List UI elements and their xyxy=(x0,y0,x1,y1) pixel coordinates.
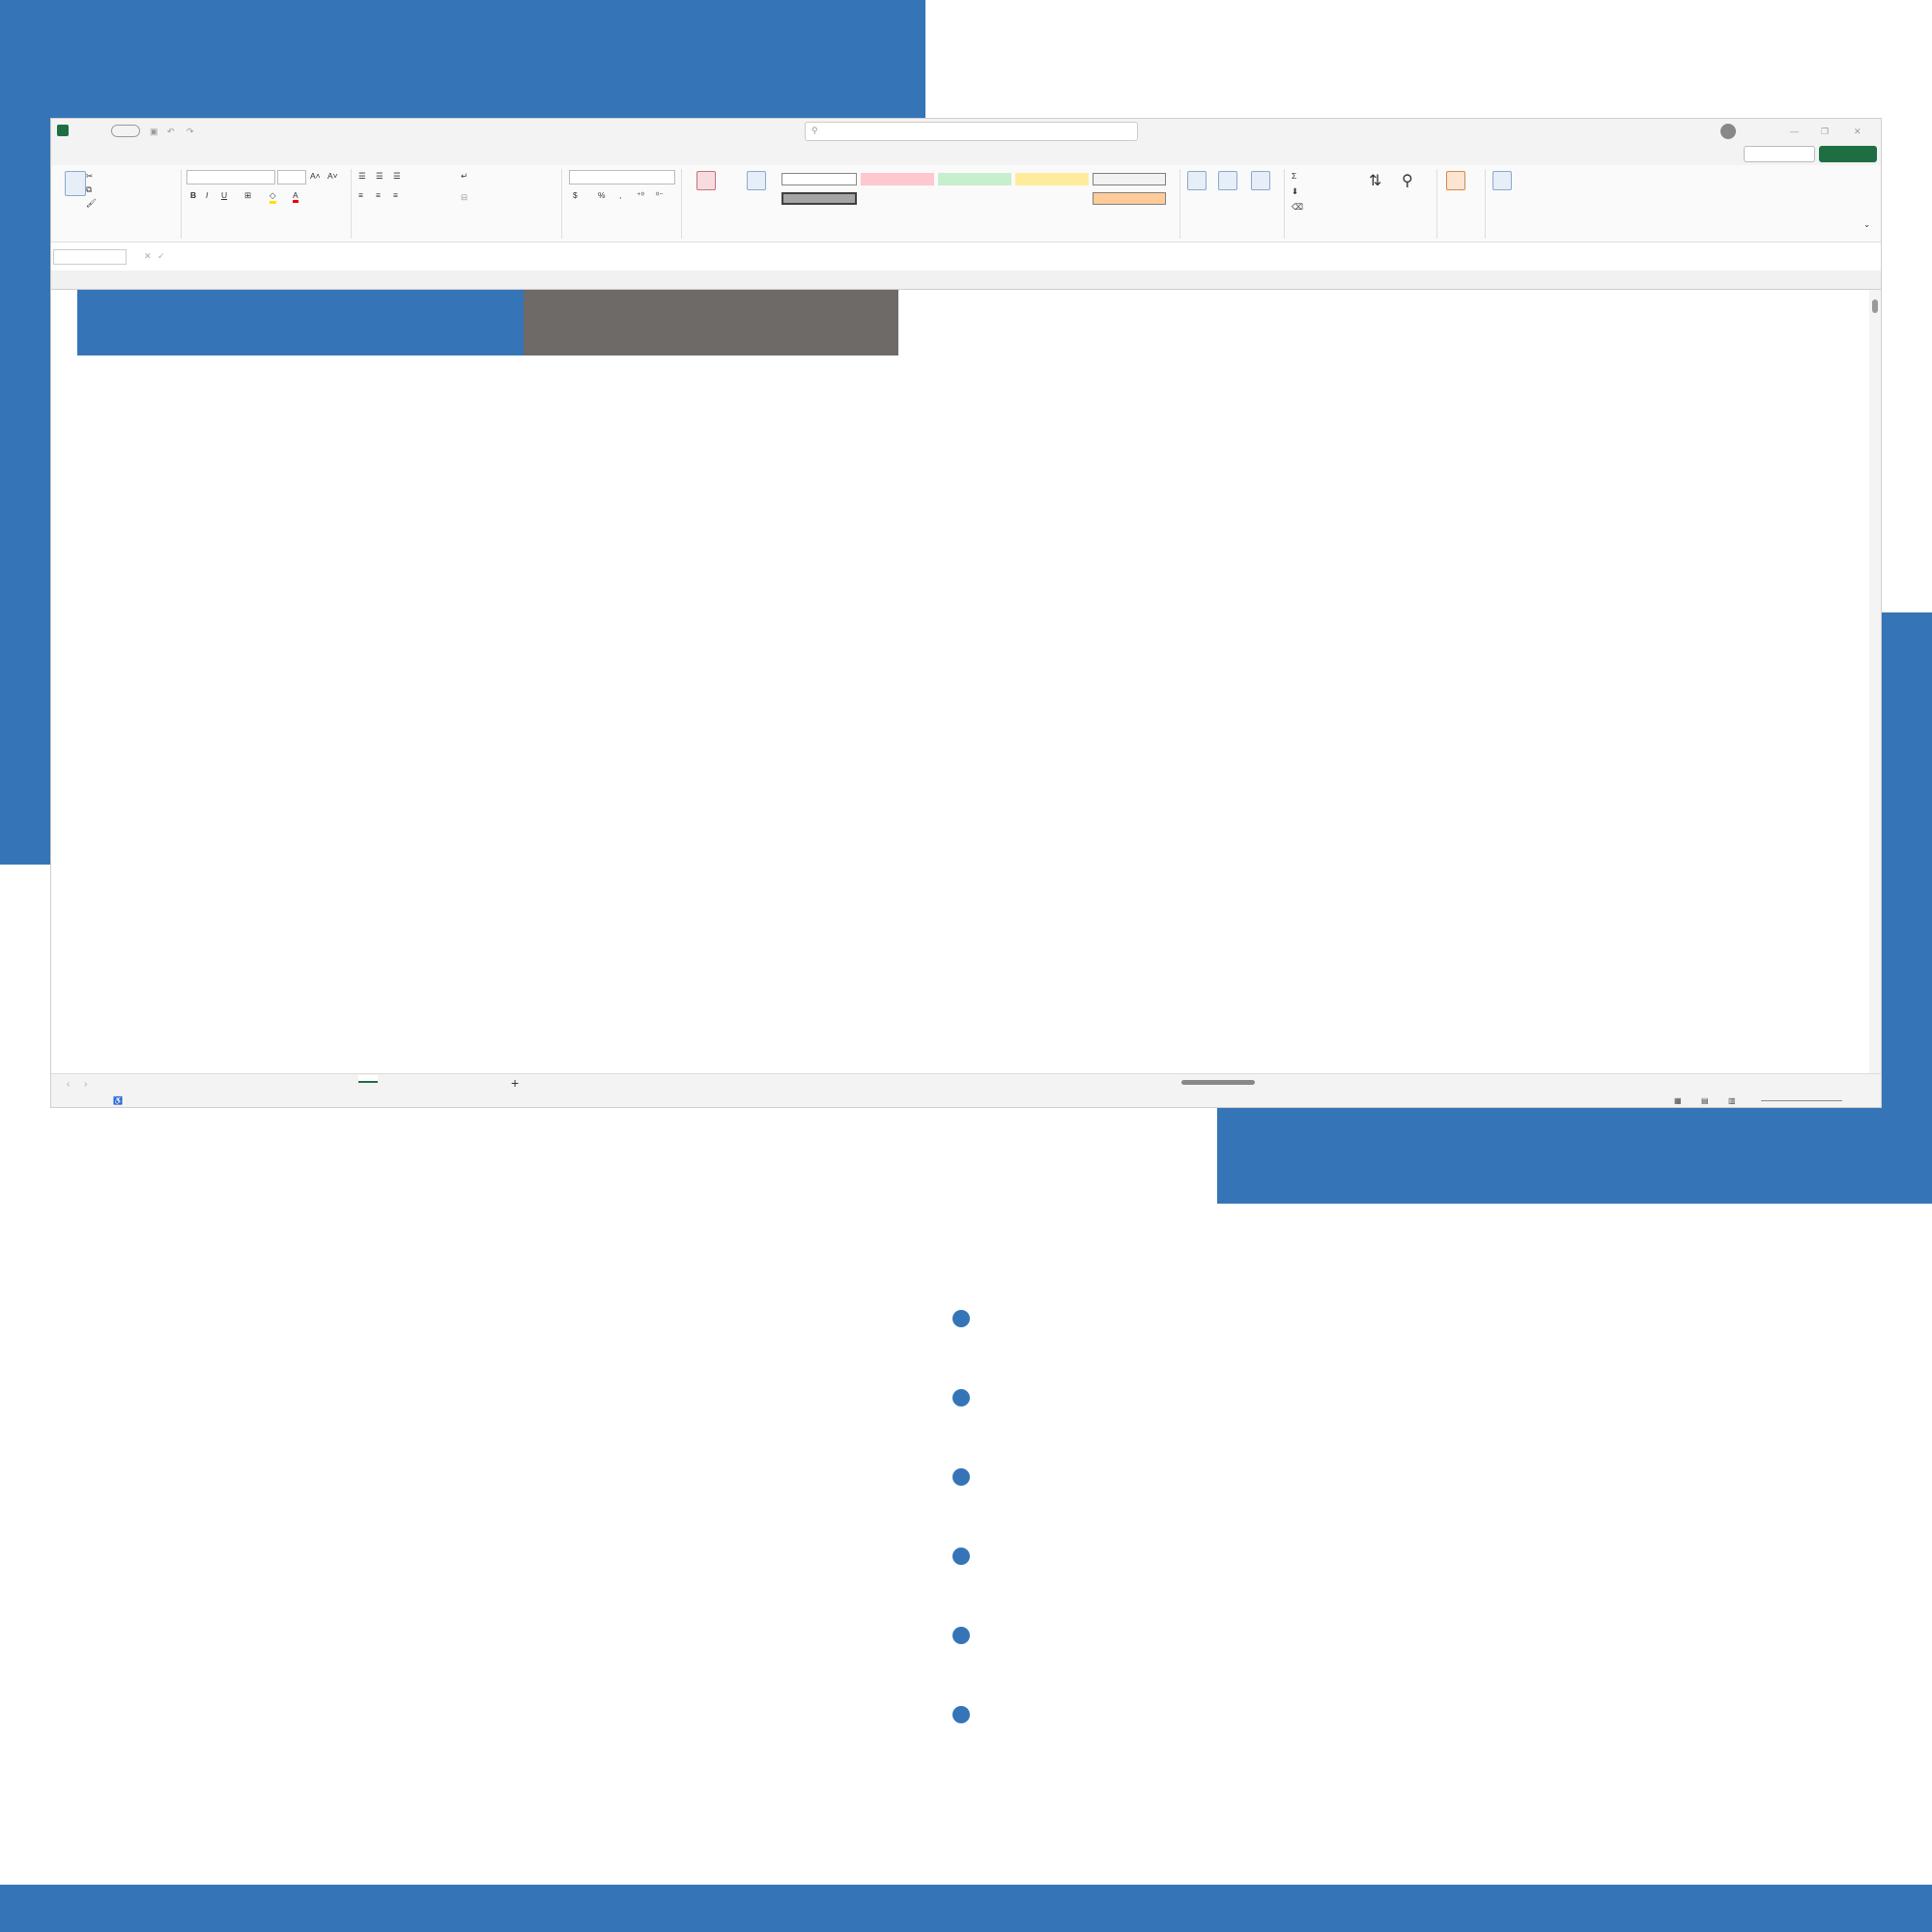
fill-color-icon[interactable]: ◇ xyxy=(270,190,276,204)
align-middle-icon[interactable]: ☰ xyxy=(376,171,384,181)
sort-filter-icon[interactable]: ⇅ xyxy=(1369,173,1382,189)
list-item xyxy=(952,1602,1003,1669)
merge-icon: ⊟ xyxy=(461,192,469,202)
page-break-view-icon[interactable]: ▥ xyxy=(1728,1096,1736,1105)
wrap-icon: ↵ xyxy=(461,171,469,181)
zoom-slider[interactable] xyxy=(1761,1100,1842,1101)
style-followed-hyperlink[interactable] xyxy=(938,192,1011,205)
align-top-icon[interactable]: ☰ xyxy=(358,171,366,181)
find-select-icon[interactable]: ⚲ xyxy=(1402,173,1413,189)
increase-decimal-icon[interactable]: ⁺⁰ xyxy=(637,190,644,200)
add-ins-icon[interactable] xyxy=(1446,171,1465,190)
excel-logo-icon xyxy=(57,125,69,136)
restore-icon[interactable]: ❐ xyxy=(1821,127,1830,136)
style-normal[interactable] xyxy=(781,173,857,185)
cut-button[interactable] xyxy=(86,171,93,182)
shrink-font-icon[interactable]: A˅ xyxy=(327,171,338,181)
comma-icon[interactable]: , xyxy=(619,190,622,200)
sheet-tabs xyxy=(51,1073,1881,1093)
conditional-formatting-icon[interactable] xyxy=(696,171,716,190)
horizontal-scrollbar[interactable] xyxy=(1168,1078,1869,1088)
decrease-decimal-icon[interactable]: ⁰⁻ xyxy=(656,190,664,200)
align-bottom-icon[interactable]: ☰ xyxy=(393,171,401,181)
style-hyperlink[interactable] xyxy=(1015,192,1089,205)
list-item xyxy=(952,1285,1003,1352)
copy-button[interactable] xyxy=(86,185,92,195)
bullet-icon xyxy=(952,1548,970,1565)
undo-icon[interactable]: ↶ xyxy=(167,127,175,136)
accessibility-icon: ♿ xyxy=(113,1096,123,1105)
redo-icon[interactable]: ↷ xyxy=(186,127,194,136)
normal-view-icon[interactable]: ▦ xyxy=(1674,1096,1682,1105)
bullet-icon xyxy=(952,1706,970,1723)
align-right-icon[interactable]: ≡ xyxy=(393,190,398,200)
sheet-title-bg xyxy=(77,290,524,355)
enter-icon[interactable]: ✓ xyxy=(157,251,165,261)
title-bar xyxy=(51,119,1881,144)
bold-icon[interactable]: B xyxy=(190,190,197,200)
ribbon-collapse-icon[interactable]: ⌄ xyxy=(1863,219,1871,229)
style-neutral[interactable] xyxy=(1015,173,1089,185)
percent-icon[interactable]: % xyxy=(598,190,606,200)
add-sheet-icon[interactable]: + xyxy=(511,1075,520,1091)
legend-bg xyxy=(524,290,898,355)
bullet-icon xyxy=(952,1627,970,1644)
copy-icon: ⧉ xyxy=(86,185,93,194)
style-input[interactable] xyxy=(1093,192,1166,205)
bg-bar-bottom xyxy=(0,1885,1932,1932)
bullet-icon xyxy=(952,1468,970,1486)
cancel-icon[interactable]: ✕ xyxy=(144,251,152,261)
style-explanatory[interactable] xyxy=(861,192,934,205)
align-left-icon[interactable]: ≡ xyxy=(358,190,363,200)
format-painter-button[interactable] xyxy=(86,198,97,209)
column-headers xyxy=(51,270,1881,290)
style-check-cell[interactable] xyxy=(781,192,857,205)
save-icon[interactable]: ▣ xyxy=(150,127,158,136)
insert-cells-icon[interactable] xyxy=(1187,171,1207,190)
scissors-icon: ✂ xyxy=(86,171,94,181)
row-headers xyxy=(51,290,77,1073)
analyze-data-icon[interactable] xyxy=(1492,171,1512,190)
search-icon: ⚲ xyxy=(811,126,818,135)
format-cells-icon[interactable] xyxy=(1251,171,1270,190)
paste-icon[interactable] xyxy=(65,171,86,196)
format-as-table-icon[interactable] xyxy=(747,171,766,190)
minimize-icon[interactable]: — xyxy=(1790,127,1799,136)
comments-button[interactable] xyxy=(1744,146,1815,162)
menu-bar xyxy=(51,144,1881,165)
fill-button[interactable] xyxy=(1292,186,1298,197)
italic-icon[interactable]: I xyxy=(206,190,209,200)
style-bad[interactable] xyxy=(861,173,934,185)
tab-prev-icon[interactable]: ‹ xyxy=(67,1079,71,1090)
underline-icon[interactable]: U xyxy=(221,190,228,200)
formula-bar xyxy=(51,247,1881,267)
bullet-icon xyxy=(952,1389,970,1406)
autosave-toggle[interactable] xyxy=(111,125,140,137)
number-format-select[interactable] xyxy=(569,170,675,185)
tab-next-icon[interactable]: › xyxy=(84,1079,88,1090)
font-name-select[interactable] xyxy=(186,170,275,185)
list-item xyxy=(952,1443,1003,1511)
list-item xyxy=(952,1364,1003,1432)
borders-icon[interactable]: ⊞ xyxy=(244,190,252,200)
list-item xyxy=(952,1522,1003,1590)
style-calculation[interactable] xyxy=(1093,173,1166,185)
grow-font-icon[interactable]: A˄ xyxy=(310,171,321,181)
ribbon xyxy=(51,165,1881,242)
align-center-icon[interactable]: ≡ xyxy=(376,190,381,200)
status-bar xyxy=(51,1093,1881,1108)
worksheet-grid xyxy=(51,290,1881,1073)
fill-down-icon: ⬇ xyxy=(1292,186,1299,196)
delete-cells-icon[interactable] xyxy=(1218,171,1237,190)
list-item xyxy=(952,1681,1003,1748)
currency-icon[interactable]: $ xyxy=(573,190,578,200)
accessibility-status[interactable] xyxy=(113,1096,123,1105)
font-size-select[interactable] xyxy=(277,170,306,185)
avatar[interactable] xyxy=(1720,124,1736,139)
clear-button[interactable] xyxy=(1292,202,1303,213)
style-good[interactable] xyxy=(938,173,1011,185)
search-box[interactable] xyxy=(805,122,1138,141)
wrap-text-button[interactable] xyxy=(461,171,468,182)
vertical-scrollbar[interactable] xyxy=(1869,290,1881,1073)
share-button[interactable] xyxy=(1819,146,1877,162)
brush-icon: 🖌 xyxy=(86,198,97,208)
bullet-icon xyxy=(952,1310,970,1327)
merge-center-button[interactable] xyxy=(461,192,468,203)
font-color-icon[interactable]: A xyxy=(293,190,298,203)
page-layout-view-icon[interactable]: ▤ xyxy=(1701,1096,1709,1105)
autosum-button[interactable] xyxy=(1292,171,1296,181)
sigma-icon: Σ xyxy=(1292,171,1297,181)
tab-members-attendance[interactable] xyxy=(358,1075,378,1083)
excel-window xyxy=(50,118,1882,1108)
eraser-icon: ⌫ xyxy=(1292,202,1304,212)
close-icon[interactable]: ✕ xyxy=(1854,127,1861,136)
name-box[interactable] xyxy=(53,249,127,265)
